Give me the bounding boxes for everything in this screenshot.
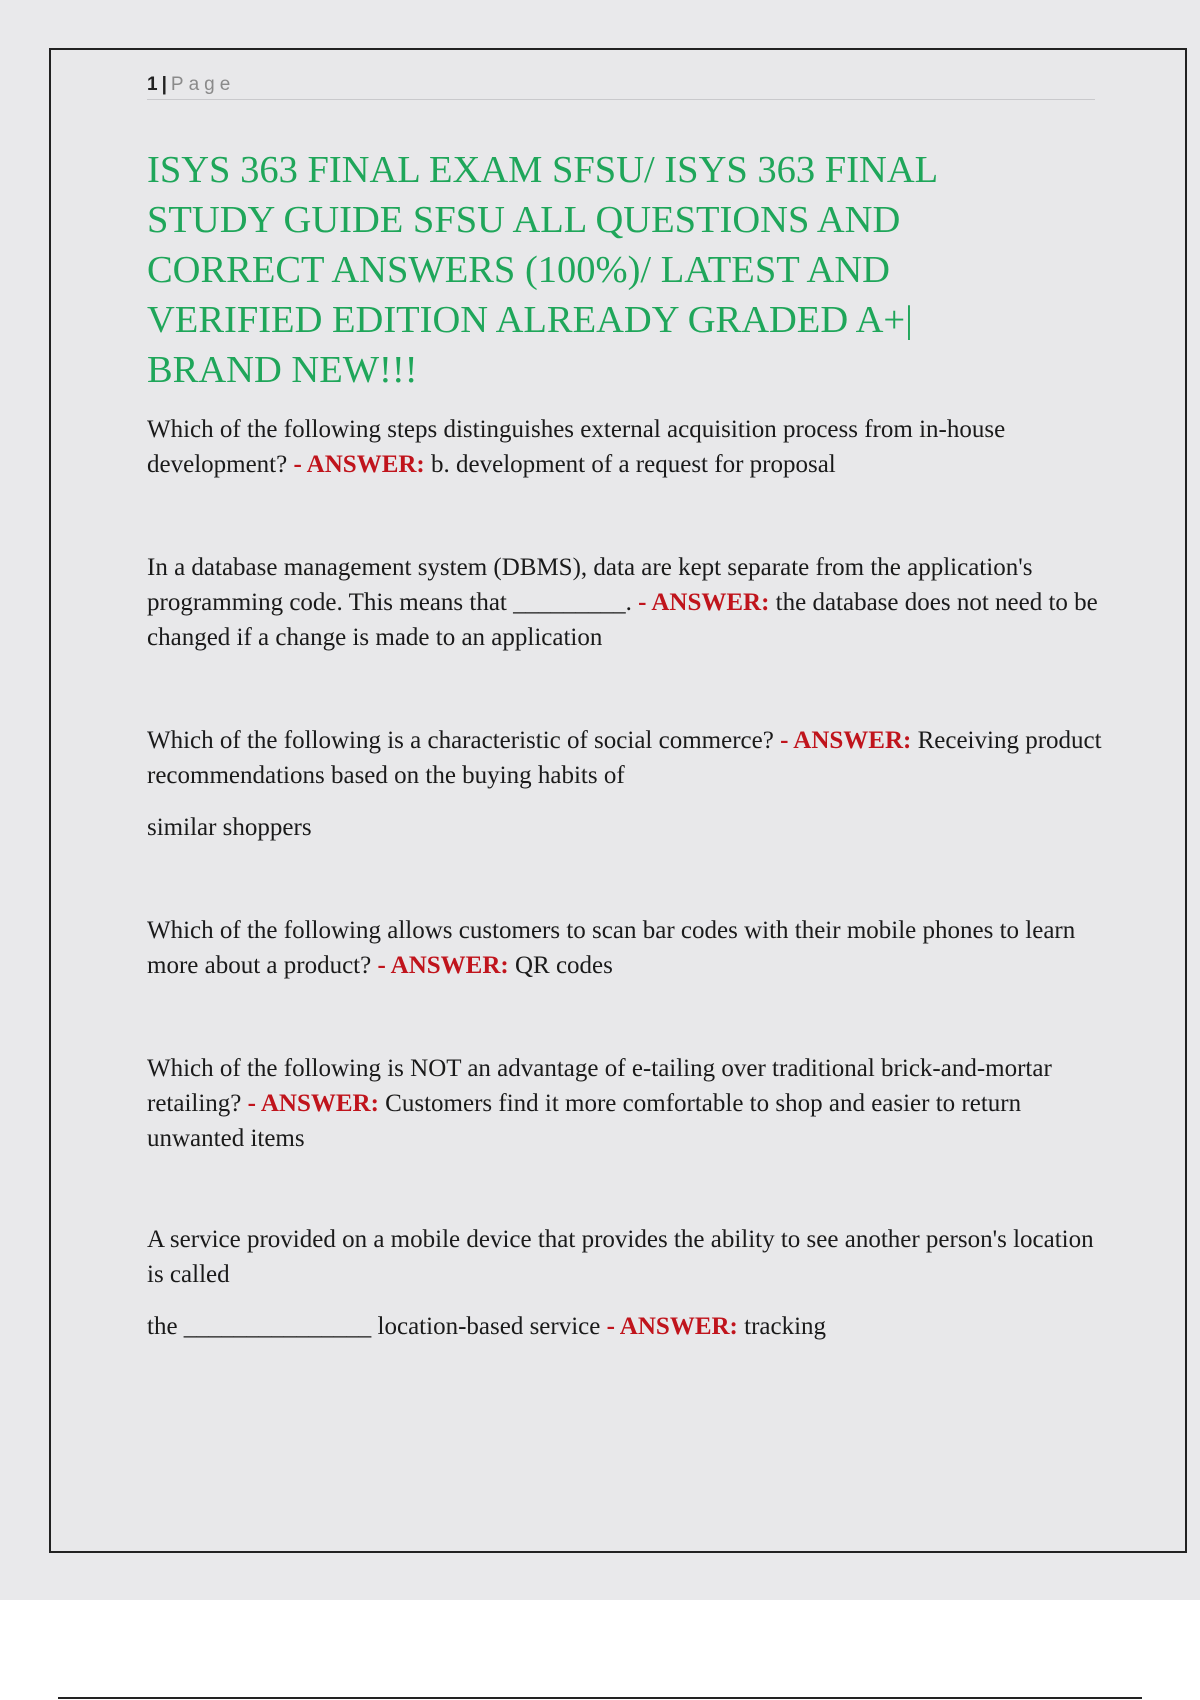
answer-marker: - ANSWER: bbox=[247, 1090, 379, 1117]
bottom-divider bbox=[58, 1697, 1142, 1699]
answer-text-continued: similar shoppers bbox=[147, 814, 312, 841]
qa-item bbox=[147, 1222, 1107, 1344]
answer-text: b. development of a request for proposal bbox=[431, 451, 836, 478]
answer-text: the database does not need to be changed if a change is made to an application bbox=[147, 589, 1098, 651]
question-text: Which of the following steps distinguishes external acquisition process from in-house development? bbox=[147, 416, 1006, 478]
question-text: Which of the following is a characteristic of social commerce? bbox=[147, 727, 774, 754]
qa-item bbox=[147, 550, 1107, 655]
question-text-continued bbox=[147, 1309, 1107, 1344]
document-title: ISYS 363 FINAL EXAM SFSU/ ISYS 363 FINAL STUDY GUIDE SFSU ALL QUESTIONS AND CORRECT ANSWERS (100%)/ LATEST AND VERIFIED EDITION ALREADY GRADED A+| BRAND NEW!!! bbox=[147, 149, 937, 391]
page-header bbox=[147, 74, 1095, 100]
page-separator: | bbox=[161, 74, 167, 95]
question-text: In a database management system (DBMS), data are kept separate from the application's programming code. This means that _________. bbox=[147, 554, 1033, 616]
question-text: Which of the following is NOT an advantage of e-tailing over traditional brick-and-mortar retailing? bbox=[147, 1055, 1052, 1117]
answer-marker: - ANSWER: bbox=[377, 952, 509, 979]
answer-text: tracking bbox=[744, 1313, 827, 1340]
document-page bbox=[49, 48, 1187, 1553]
qa-item bbox=[147, 412, 1107, 482]
answer-marker: - ANSWER: bbox=[606, 1313, 738, 1340]
question-text: A service provided on a mobile device that provides the ability to see another person's location is called bbox=[147, 1226, 1094, 1288]
question-blank-line: the _______________ location-based service bbox=[147, 1313, 601, 1340]
answer-text: QR codes bbox=[514, 952, 613, 979]
answer-text: Receiving product recommendations based on the buying habits of bbox=[147, 727, 1102, 789]
qa-item bbox=[147, 723, 1107, 845]
page-label: Page bbox=[170, 74, 236, 95]
question-text: Which of the following allows customers to scan bar codes with their mobile phones to learn more about a product? bbox=[147, 917, 1076, 979]
answer-text: Customers find it more comfortable to shop and easier to return unwanted items bbox=[147, 1090, 1022, 1152]
answer-marker: - ANSWER: bbox=[293, 451, 425, 478]
qa-item bbox=[147, 1051, 1107, 1156]
qa-item bbox=[147, 913, 1107, 983]
page-number: 1 bbox=[147, 74, 158, 95]
answer-marker: - ANSWER: bbox=[638, 589, 770, 616]
answer-marker: - ANSWER: bbox=[780, 727, 912, 754]
